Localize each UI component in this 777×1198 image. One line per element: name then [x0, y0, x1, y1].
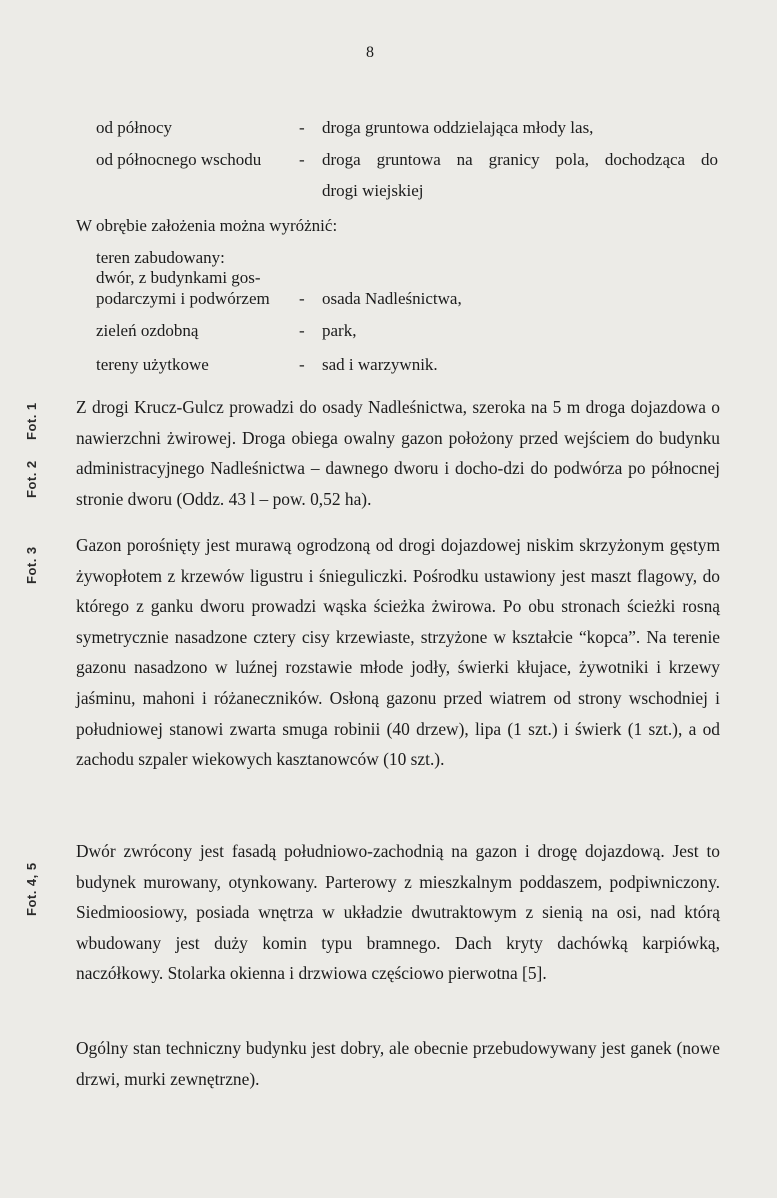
dash: -: [299, 289, 305, 308]
area-green-value: park,: [322, 321, 357, 340]
paragraph-manor: Dwór zwrócony jest fasadą południowo-zachodnią na gazon i drogę dojazdową. Jest to budynek murowany, otynkowany. Parterowy z mieszkalnym poddaszem, podpiwniczony. Siedmioosiowy, posiada wnętrza w układzie dwutraktowym z sienią na osi, nad którą wbudowany jest duży komin typu bramnego. Dach kryty dachówką karpiówką, naczółkowy. Stolarka okienna i drzwiowa częściowo pierwotna [5].: [76, 841, 720, 984]
area-built-label-line2: dwór, z budynkami gos-: [96, 268, 261, 287]
margin-label-photo-3: Fot. 3: [24, 546, 39, 584]
dash: -: [299, 150, 305, 169]
boundary-northeast-value: droga gruntowa na granicy pola, dochodząca do: [322, 150, 718, 169]
paragraph-gazon: Gazon porośnięty jest murawą ogrodzoną od drogi dojazdowej niskim skrzyżonym gęstym żywopłotem z krzewów ligustru i śnieguliczki. Pośrodku ustawiony jest maszt flagowy, do którego z ganku dworu prowadzi wąska ścieżka żwirowa. Po obu stronach ścieżki rosną symetrycznie nasadzone cztery cisy krzewiaste, strzyżone w kształcie “kopca”. Na terenie gazonu nasadzono w luźnej rozstawie młode jodły, świerki kłujace, żywotniki i krzewy jaśminu, mahoni i różaneczników. Osłoną gazonu przed wiatrem od strony wschodniej i południowej stanowi zwarta smuga robinii (40 drzew), lipa (1 szt.) i świerk (1 szt.), a od zachodu szpaler wiekowych kasztanowców (10 szt.).: [76, 535, 720, 770]
dash: -: [299, 321, 305, 340]
dash: -: [299, 355, 305, 374]
paragraph-condition: Ogólny stan techniczny budynku jest dobry, ale obecnie przebudowywany jest ganek (nowe drzwi, murki zewnętrzne).: [76, 1038, 720, 1089]
boundary-north-label: od północy: [96, 118, 173, 137]
area-utility-label: tereny użytkowe: [96, 355, 209, 374]
areas-intro: W obrębie założenia można wyróżnić:: [76, 216, 338, 235]
paragraph-access-road: Z drogi Krucz-Gulcz prowadzi do osady Nadleśnictwa, szeroka na 5 m droga dojazdowa o nawierzchni żwirowej. Droga obiega owalny gazon położony przed wejściem do budynku administracyjnego Nadleśnictwa – dawnego dworu i docho-dzi do podwórza po północnej stronie dworu (Oddz. 43 l – pow. 0,52 ha).: [76, 397, 720, 509]
margin-label-photo-4-5: Fot. 4, 5: [24, 862, 39, 916]
margin-label-photo-1: Fot. 1: [24, 402, 39, 440]
boundary-northeast-value-cont: drogi wiejskiej: [322, 181, 424, 200]
dash: -: [299, 118, 305, 137]
area-built-label-line1: teren zabudowany:: [96, 248, 225, 267]
page-number: 8: [366, 44, 374, 61]
area-green-label: zieleń ozdobną: [96, 321, 199, 340]
margin-label-photo-2: Fot. 2: [24, 460, 39, 498]
boundary-northeast-label: od północnego wschodu: [96, 150, 262, 169]
boundary-north-value: droga gruntowa oddzielająca młody las,: [322, 118, 594, 137]
area-utility-value: sad i warzywnik.: [322, 355, 438, 374]
area-built-label-line3: podarczymi i podwórzem: [96, 289, 270, 308]
area-built-value: osada Nadleśnictwa,: [322, 289, 462, 308]
